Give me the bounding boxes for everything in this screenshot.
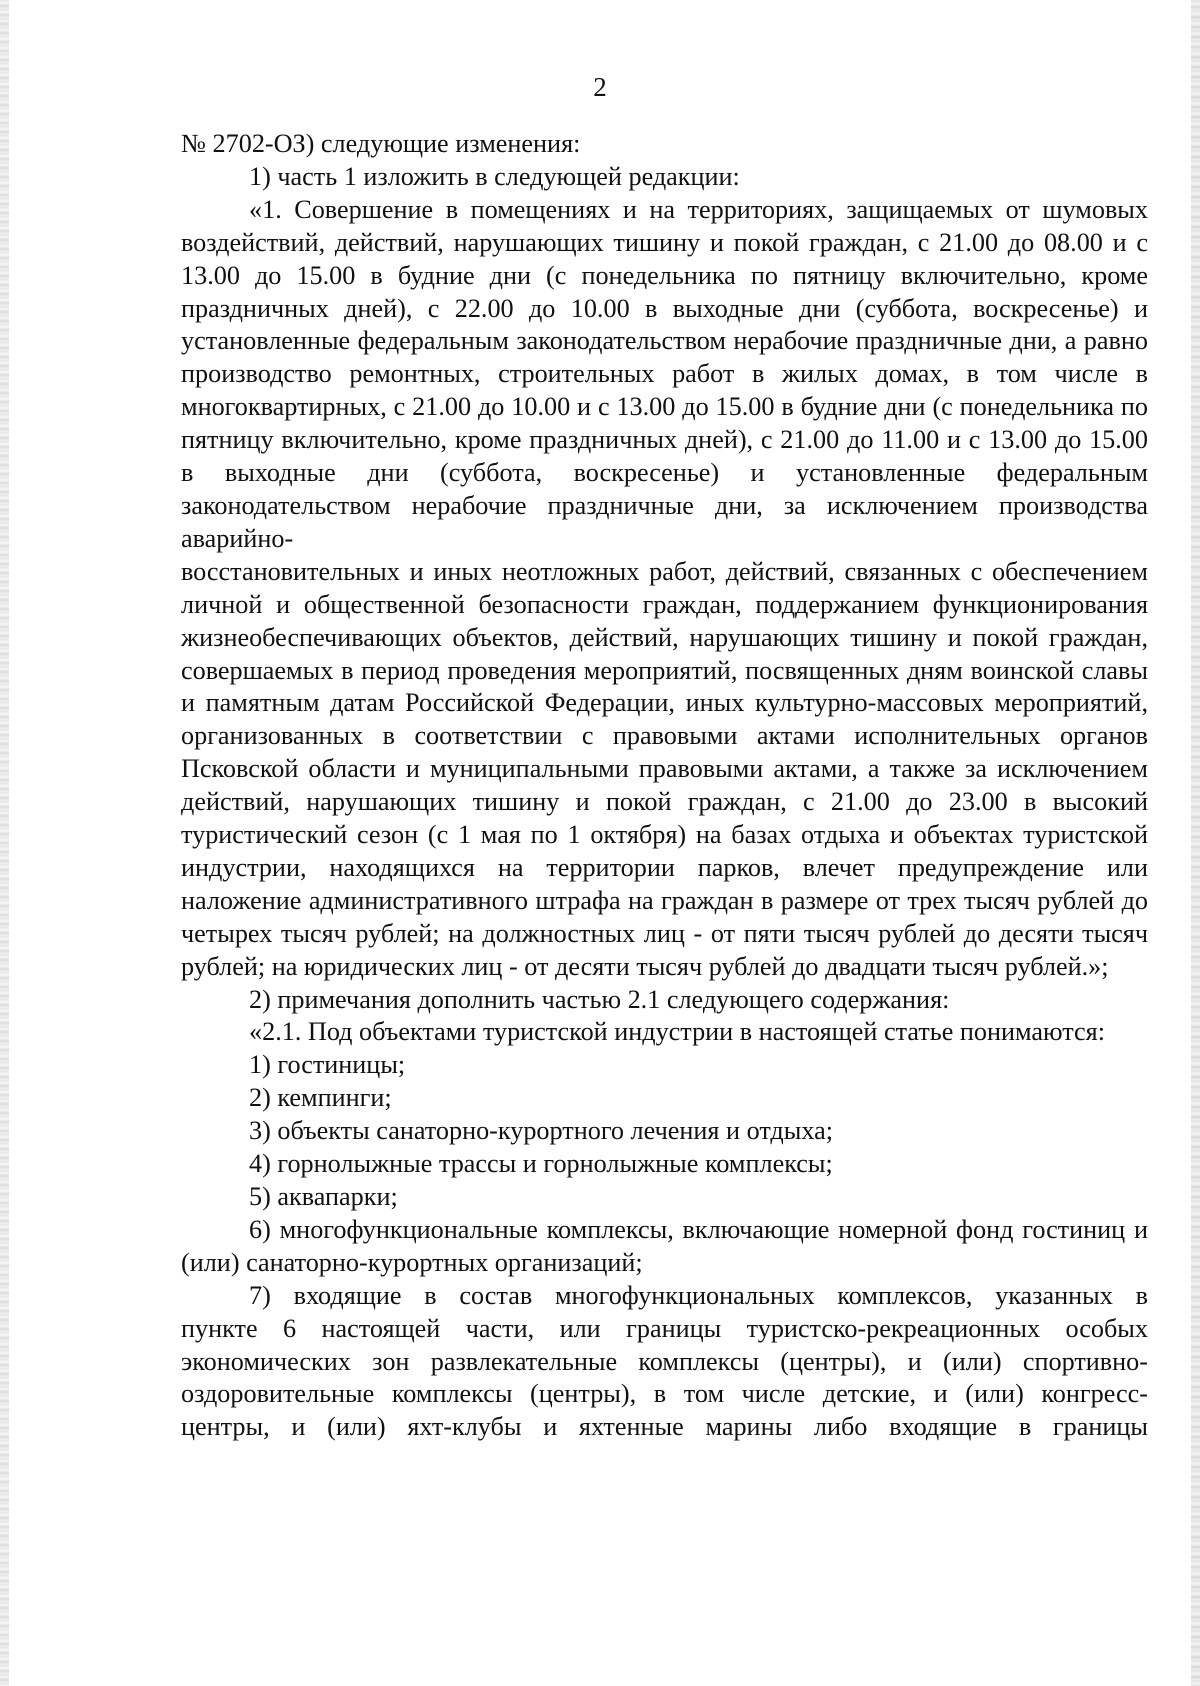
list-item-hotels: 1) гостиницы; [249,1050,406,1080]
scan-edge-right [1191,0,1200,1686]
part-1-text-start: «1. Совершение в помещениях и на территориях, защищаемых от шумовых воздействий, действий, нарушающих тишину и покой граждан, с 21.00 до 08.00 и с 13.00 до 15.00 в будние дни (с понедельника по пятницу включительно, кроме праздничных дней), с 22.00 до 10.00 в выходные дни (суббота, воскресенье) и установленные федеральным законодательством нерабочие праздничные дни, а равно производство ремонтных, строительных работ в жилых домах, в том числе в многоквартирных, с 21.00 до 10.00 и с 13.00 до 15.00 в будние дни (с понедельника по пятницу включительно, кроме праздничных дней), с 21.00 до 11.00 и с 13.00 до 15.00 в выходные дни (суббота, воскресенье) и установленные федеральным законодательством нерабочие праздничные дни, за исключением производства аварийно- [181,194,1148,553]
paragraph-intro: № 2702-ОЗ) следующие изменения: [181,129,581,158]
part-1-text-end: восстановительных и иных неотложных работ, действий, связанных с обеспечением личной и общественной безопасности граждан, поддержанием функционирования жизнеобеспечивающих объектов, действий, нарушающих тишину и покой граждан, совершаемых в период проведения мероприятий, посвященных дням воинской славы и памятным датам Российской Федерации, иных культурно-массовых мероприятий, организованных в соответствии с правовыми актами исполнительных органов Псковской области и муниципальными правовыми актами, а также за исключением действий, нарушающих тишину и покой граждан, с 21.00 до 23.00 в высокий туристический сезон (с 1 мая по 1 октября) на базах отдыха и объектах туристской индустрии, находящихся на территории парков, влечет предупреждение или наложение административного штрафа на граждан в размере от трех тысяч рублей до четырех тысяч рублей; на должностных лиц - от пяти тысяч рублей до десяти тысяч рублей; на юридических лиц - от десяти тысяч рублей до двадцати тысяч рублей.»; [181,556,1148,981]
list-item-7-line-1: 7) входящие в состав многофункциональных комплексов, указанных в [249,1280,1148,1310]
paragraph-note-2-1: «2.1. Под объектами туристской индустрии в настоящей статье понимаются: [249,1017,1105,1047]
document-body [181,128,1148,1444]
list-item-7-line-5: центры, и (или) яхт-клубы и яхтенные марины либо входящие в границы [181,1412,1148,1442]
page-number: 2 [593,72,607,102]
list-item-7-line-2: пункте 6 настоящей части, или границы туристско-рекреационных особых [181,1313,1148,1343]
paragraph-item-1: 1) часть 1 изложить в следующей редакции: [249,161,740,191]
scan-edge-left [0,0,9,1686]
list-item-7 [181,1280,1148,1445]
list-item-7-line-4: оздоровительные комплексы (центры), в том числе детские, и (или) конгресс- [181,1379,1148,1409]
list-item-multifunctional-complexes: 6) многофункциональные комплексы, включающие номерной фонд гостиниц и (или) санаторно-курортных организаций; [181,1214,1148,1277]
list-item-sanatoriums: 3) объекты санаторно-курортного лечения и отдыха; [249,1116,833,1146]
list-item-aquaparks: 5) аквапарки; [249,1182,398,1211]
list-item-campings: 2) кемпинги; [249,1083,392,1113]
list-item-7-line-3: экономических зон развлекательные комплексы (центры), и (или) спортивно- [181,1346,1148,1376]
list-item-ski-tracks: 4) горнолыжные трассы и горнолыжные комплексы; [249,1149,833,1179]
paragraph-part-1-text [181,194,1148,984]
paragraph-item-2: 2) примечания дополнить частью 2.1 следующего содержания: [249,984,950,1014]
